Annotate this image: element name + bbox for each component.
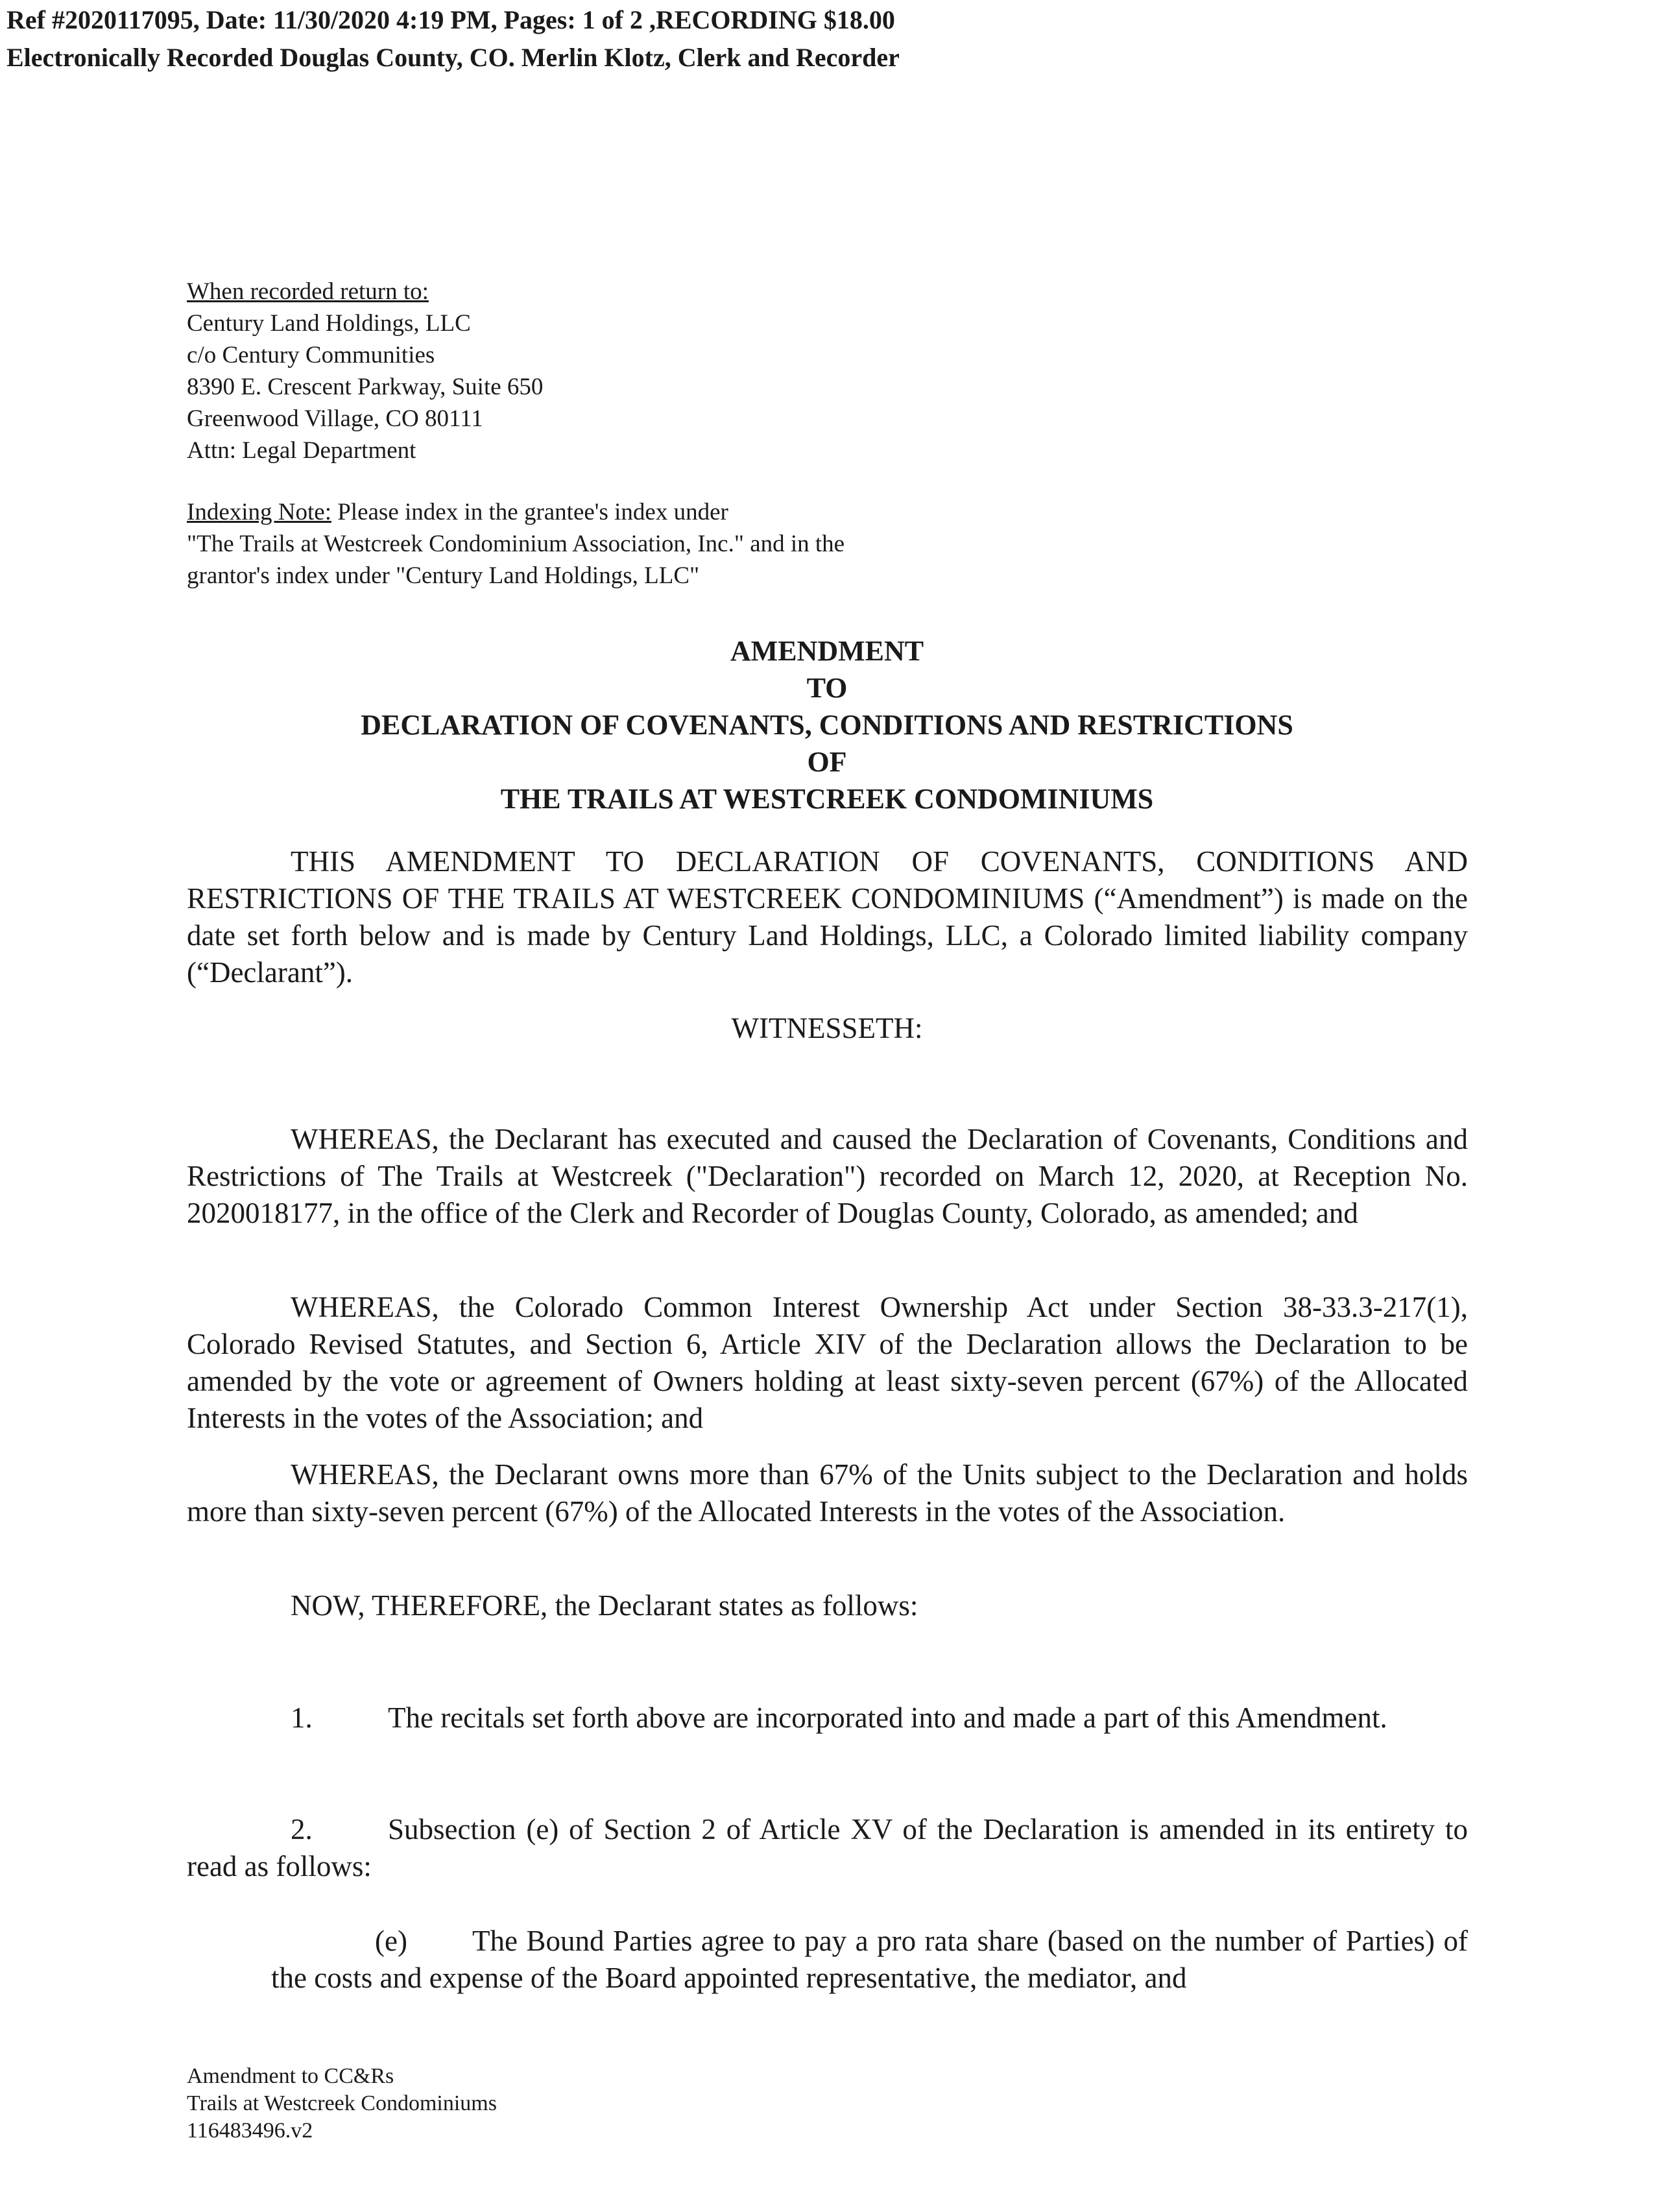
title-line: AMENDMENT: [730, 635, 924, 667]
document-title: [0, 632, 1654, 817]
whereas-paragraph-3: WHEREAS, the Declarant owns more than 67% of the Units subject to the Declaration and holds more than sixty-seven percent (67%) of the Allocated Interests in the votes of the Association.: [187, 1458, 1468, 1528]
return-heading: When recorded return to:: [187, 278, 429, 305]
title-line: THE TRAILS AT WESTCREEK CONDOMINIUMS: [500, 783, 1154, 815]
subsection-e: [271, 1923, 1468, 1997]
witnesseth-heading: WITNESSETH:: [731, 1012, 923, 1044]
return-address-block: [187, 276, 1030, 466]
intro-paragraph: THIS AMENDMENT TO DECLARATION OF COVENANTS, CONDITIONS AND RESTRICTIONS OF THE TRAILS AT WESTCREEK CONDOMINIUMS (“Amendment”) is made on the date set forth below and is made by Century Land Holdings, LLC, a Colorado limited liability company (“Declarant”).: [187, 845, 1468, 989]
footer-line: Trails at Westcreek Condominiums: [187, 2091, 497, 2115]
title-line: OF: [807, 746, 847, 778]
subsection-number: (e): [375, 1925, 407, 1957]
subsection-text: The Bound Parties agree to pay a pro rata share (based on the number of Parties) of the costs and expense of the Board appointed representative, the mediator, and: [271, 1925, 1468, 1994]
indexing-text-1: Please index in the grantee's index under: [331, 499, 728, 525]
document-footer: [187, 2063, 497, 2145]
recording-header-line-1: Ref #2020117095, Date: 11/30/2020 4:19 PM, Pages: 1 of 2 ,RECORDING $18.00: [6, 5, 895, 34]
indexing-label: Indexing Note:: [187, 499, 331, 525]
indexing-note: [187, 496, 1030, 592]
return-line: c/o Century Communities: [187, 342, 435, 368]
indexing-text-3: grantor's index under "Century Land Holdings, LLC": [187, 562, 700, 589]
return-line: Greenwood Village, CO 80111: [187, 405, 483, 432]
footer-line: 116483496.v2: [187, 2119, 313, 2143]
indexing-text-2: "The Trails at Westcreek Condominium Association, Inc." and in the: [187, 531, 845, 557]
numbered-item-2: [187, 1811, 1468, 1885]
title-line: TO: [806, 672, 848, 704]
title-line: DECLARATION OF COVENANTS, CONDITIONS AND RESTRICTIONS: [361, 709, 1293, 741]
now-therefore-paragraph: NOW, THEREFORE, the Declarant states as follows:: [291, 1589, 918, 1622]
numbered-item-1: [187, 1700, 1468, 1737]
item-text: Subsection (e) of Section 2 of Article XV of the Declaration is amended in its entirety to read as follows:: [187, 1813, 1468, 1882]
return-line: Century Land Holdings, LLC: [187, 310, 471, 337]
return-line: 8390 E. Crescent Parkway, Suite 650: [187, 374, 544, 400]
footer-line: Amendment to CC&Rs: [187, 2064, 394, 2088]
item-number: 2.: [291, 1813, 313, 1845]
recording-header-line-2: Electronically Recorded Douglas County, CO. Merlin Klotz, Clerk and Recorder: [6, 43, 900, 72]
item-number: 1.: [291, 1701, 313, 1734]
item-text: The recitals set forth above are incorporated into and made a part of this Amendment.: [388, 1701, 1387, 1734]
whereas-paragraph-2: WHEREAS, the Colorado Common Interest Ownership Act under Section 38-33.3-217(1), Colorado Revised Statutes, and Section 6, Article XIV of the Declaration allows the Declaration to be amended by the vote or agreement of Owners holding at least sixty-seven percent (67%) of the Allocated Interests in the votes of the Association; and: [187, 1291, 1468, 1434]
recording-header: [6, 1, 1174, 77]
whereas-paragraph-1: WHEREAS, the Declarant has executed and caused the Declaration of Covenants, Conditions and Restrictions of The Trails at Westcreek ("Declaration") recorded on March 12, 2020, at Reception No. 2020018177, in the office of the Clerk and Recorder of Douglas County, Colorado, as amended; and: [187, 1123, 1468, 1229]
return-line: Attn: Legal Department: [187, 437, 416, 464]
